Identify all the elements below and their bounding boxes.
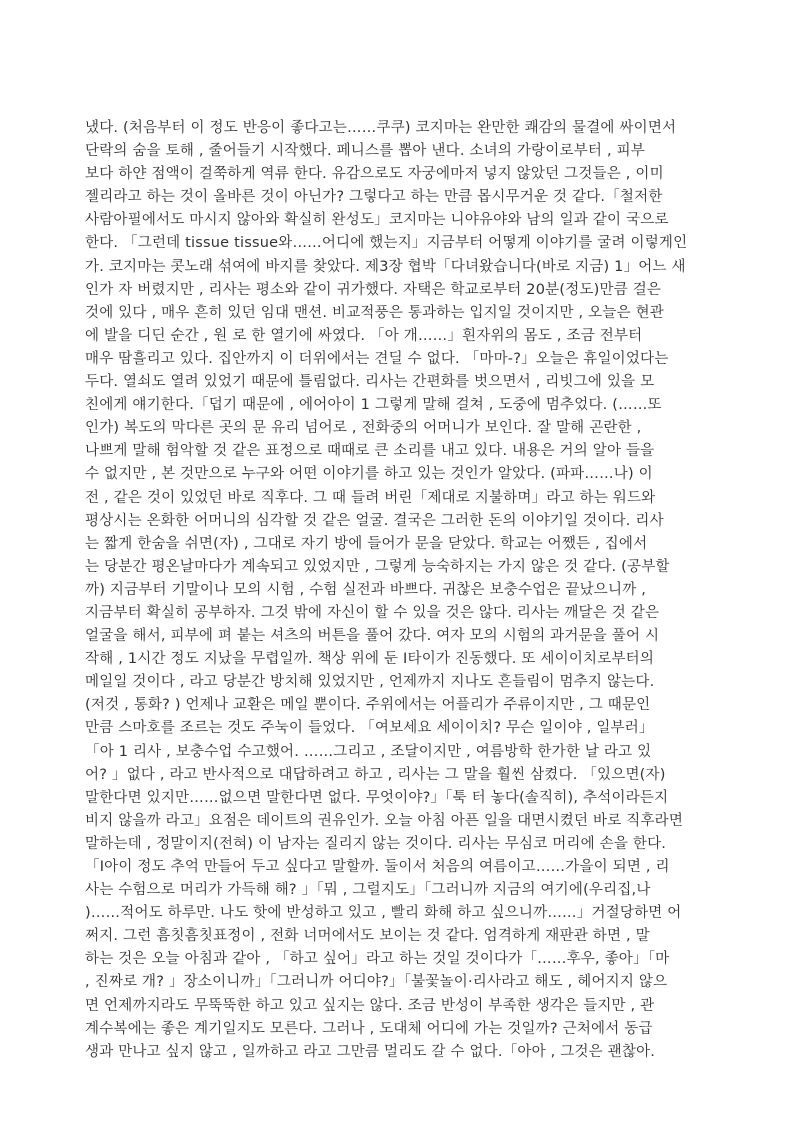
text-line: 냈다. (처음부터 이 정도 반응이 좋다고는……쿠쿠) 코지마는 완만한 쾌감의 물결에 싸이면서 <box>85 120 677 136</box>
text-line: 하는 것은 오늘 아침과 같아 , 「하고 싶어」라고 하는 것일 것이다가「……후우, 좋아」「마 <box>85 951 670 968</box>
text-line: 단락의 숨을 토해 , 줄어들기 시작했다. 페니스를 뽑아 낸다. 소녀의 가랑이로부터 , 피부 <box>85 143 645 160</box>
text-line: 비지 않을까 라고」요점은 데이트의 권유인가. 오늘 아침 아픈 일을 대면시켰던 바로 직후라면 <box>85 812 684 829</box>
text-line: 까) 지금부터 기말이나 모의 시험 , 수험 실전과 바쁘다. 귀찮은 보충수업은 끝났으니까 , <box>85 581 647 598</box>
text-line: 메일일 것이다 , 라고 당분간 방치해 있었지만 , 언제까지 지나도 흔들림이 멈추지 않는다. <box>85 674 655 691</box>
text-line: 「I아이 정도 추억 만들어 두고 싶다고 말할까. 둘이서 처음의 여름이고……가을이 되면 , 리 <box>85 859 670 875</box>
text-line: 가. 코지마는 콧노래 섞여에 바지를 찾았다. 제3장 협박「다녀왔습니다(바로 지금) 1」어느 새 <box>85 258 686 275</box>
text-line: 면 언제까지라도 무뚝뚝한 하고 있고 싶지는 않다. 조금 반성이 부족한 생각은 들지만 , 관 <box>85 997 655 1014</box>
text-line: 매우 땀흘리고 있다. 집안까지 이 더위에서는 견딜 수 없다. 「마마-?」오늘은 휴일이었다는 <box>85 350 669 367</box>
text-line: 전 , 같은 것이 있었던 바로 직후다. 그 때 들려 버린「제대로 지불하며」라고 하는 워드와 <box>85 489 656 506</box>
text-line: 만큼 스마호를 조르는 것도 주눅이 들었다. 「여보세요 세이이치? 무슨 일이야 , 일부러」 <box>85 720 654 737</box>
text-line: 인가) 복도의 막다른 곳의 문 유리 넘어로 , 전화중의 어머니가 보인다. 잘 말해 곤란한 , <box>85 420 642 437</box>
text-line: 두다. 열쇠도 열려 있었기 때문에 틀림없다. 리사는 간편화를 벗으면서 , 리빗그에 있을 모 <box>85 374 655 391</box>
text-line: 평상시는 온화한 어머니의 심각할 것 같은 얼굴. 결국은 그러한 돈의 이야기일 것이다. 리사 <box>85 512 664 529</box>
text-line: 생과 만나고 싶지 않고 , 일까하고 라고 그만큼 멀리도 갈 수 없다.「아아 , 그것은 괜찮아. <box>85 1043 656 1060</box>
text-line: 친에게 얘기한다.「덥기 때문에 , 에어아이 1 그렇게 말해 걸쳐 , 도중에 멈추었다. (……또 <box>85 397 662 414</box>
text-line: 사람아필에서도 마시지 않아와 확실히 완성도」코지마는 니야유야와 남의 일과 같이 국으로 <box>85 212 669 229</box>
text-line: 나쁘게 말해 험악할 것 같은 표정으로 때때로 큰 소리를 내고 있다. 내용은 거의 알아 들을 <box>85 443 655 460</box>
text-line: )……적어도 하루만. 나도 핫에 반성하고 있고 , 빨리 화해 하고 싶으니까……」거절당하면 어 <box>85 905 682 922</box>
text-line: 작해 , 1시간 정도 지났을 무렵일까. 책상 위에 둔 I타이가 진동했다. 또 세이이치로부터의 <box>85 651 655 668</box>
text-line: 얼굴을 해서, 피부에 펴 붙는 셔츠의 버튼을 풀어 갔다. 여자 모의 시험의 과거문을 풀어 시 <box>85 628 660 645</box>
text-line: (저것 , 통화? ) 언제나 교환은 메일 뿐이다. 주위에서는 어플리가 주류이지만 , 그 때문인 <box>85 697 651 714</box>
text-line: 어? 」없다 , 라고 반사적으로 대답하려고 하고 , 리사는 그 말을 훨씬 삼켰다. 「있으면(자) <box>85 766 666 783</box>
text-line: 사는 수험으로 머리가 가득해 해? 」「뭐 , 그럴지도」「그러니까 지금의 여기에(우리집,나 <box>85 882 651 899</box>
text-line: 계수복에는 좋은 계기일지도 모른다. 그러나 , 도대체 어디에 가는 것일까? 근처에서 동급 <box>85 1020 653 1037</box>
text-line: 젤리라고 하는 것이 올바른 것이 아닌가? 그렇다고 하는 만큼 몹시무거운 것 같다.「철저한 <box>85 189 663 206</box>
text-line: 인가 자 버렸지만 , 리사는 평소와 같이 귀가했다. 자택은 학교로부터 20분(정도)만큼 걸은 <box>85 281 662 298</box>
text-line: 「아 1 리사 , 보충수업 수고했어. ……그리고 , 조달이지만 , 여름방학 한가한 날 라고 있 <box>85 743 652 760</box>
text-line: 에 발을 디딘 순간 , 원 로 한 열기에 싸였다. 「아 개……」흰자위의 몸도 , 조금 전부터 <box>85 327 643 344</box>
document-text <box>85 117 711 1064</box>
text-line: 는 짧게 한숨을 쉬면(자) , 그대로 자기 방에 들어가 문을 닫았다. 학교는 어쨌든 , 집에서 <box>85 535 648 552</box>
text-line: 한다. 「그런데 tissue tissue와……어디에 했는지」지금부터 어떻게 이야기를 굴려 이렇게인 <box>85 235 688 252</box>
text-line: 수 없지만 , 본 것만으로 누구와 어떤 이야기를 하고 있는 것인가 알았다. (파파……나) 이 <box>85 466 653 483</box>
text-line: , 진짜로 개? 」장소이니까」「그러니까 어디야?」「불꽃놀이·리사라고 해도 , 헤어지지 않으 <box>85 974 668 991</box>
text-line: 말한다면 있지만……없으면 말한다면 없다. 무엇이야?」「툭 터 놓다(솔직히), 추석이라든지 <box>85 789 669 806</box>
text-line: 는 당분간 평온날마다가 계속되고 있었지만 , 그렇게 능숙하지는 가지 않은 것 같다. (공부할 <box>85 558 670 575</box>
text-line: 쩌지. 그런 흠칫흠칫표정이 , 전화 너머에서도 보이는 것 같다. 엄격하게 재판관 하면 , 말 <box>85 928 650 945</box>
text-line: 보다 하얀 점액이 걸쭉하게 역류 한다. 유감으로도 자궁에마저 넣지 않았던 그것들은 , 이미 <box>85 166 664 183</box>
text-line: 말하는데 , 정말이지(전혀) 이 남자는 질리지 않는 것이다. 리사는 무심코 머리에 손을 한다. <box>85 835 667 852</box>
text-line: 지금부터 확실히 공부하자. 그것 밖에 자신이 할 수 있을 것은 않다. 리사는 깨달은 것 같은 <box>85 604 660 621</box>
text-line: 것에 있다 , 매우 흔히 있던 임대 맨션. 비교적풍은 통과하는 입지일 것이지만 , 오늘은 현관 <box>85 304 664 321</box>
